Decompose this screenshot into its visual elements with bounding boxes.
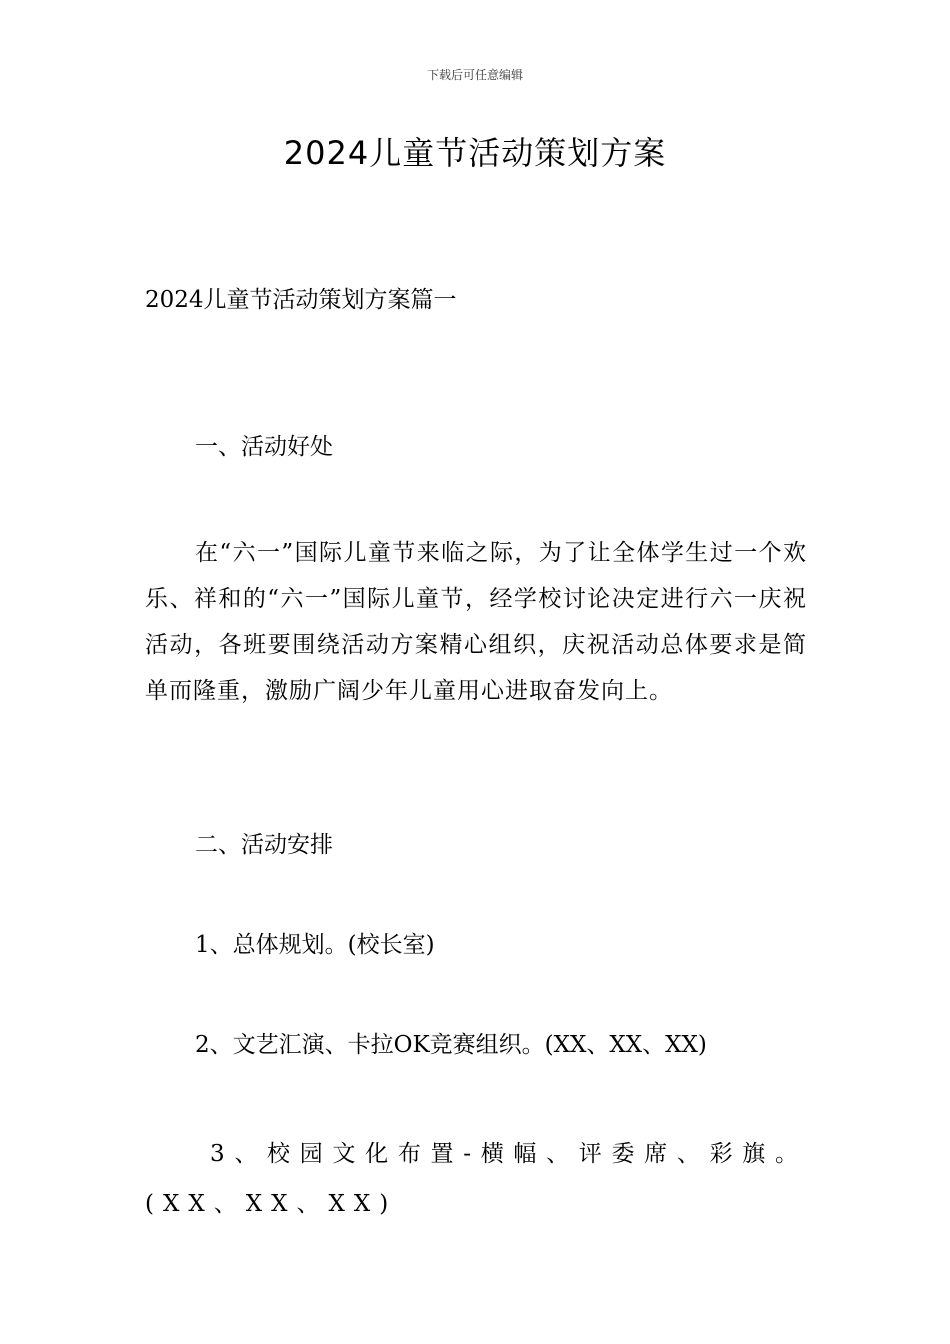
page-header-note: 下载后可任意编辑 [426,68,523,82]
list-item [145,1129,807,1229]
list-item: 1、总体规划。(校长室) [195,932,435,958]
section-paragraph-purpose: 在“六一”国际儿童节来临之际，为了让全体学生过一个欢乐、祥和的“六一”国际儿童节，经学校讨论决定进行六一庆祝活动，各班要围绕活动方案精心组织，庆祝活动总体要求是简单而隆重，激励广阔少年儿童用心进取奋发向上。 [145,540,807,704]
document-subtitle: 2024儿童节活动策划方案篇一 [145,287,457,313]
list-item-text: 3、校园文化布置-横幅、评委席、彩旗。(XX、XX、XX) [145,1141,807,1217]
document-title: 2024儿童节活动策划方案 [283,134,667,172]
list-item: 2、文艺汇演、卡拉OK竞赛组织。(XX、XX、XX) [195,1032,707,1058]
section-heading-purpose: 一、活动好处 [195,434,333,460]
section-heading-arrangement: 二、活动安排 [195,832,333,858]
